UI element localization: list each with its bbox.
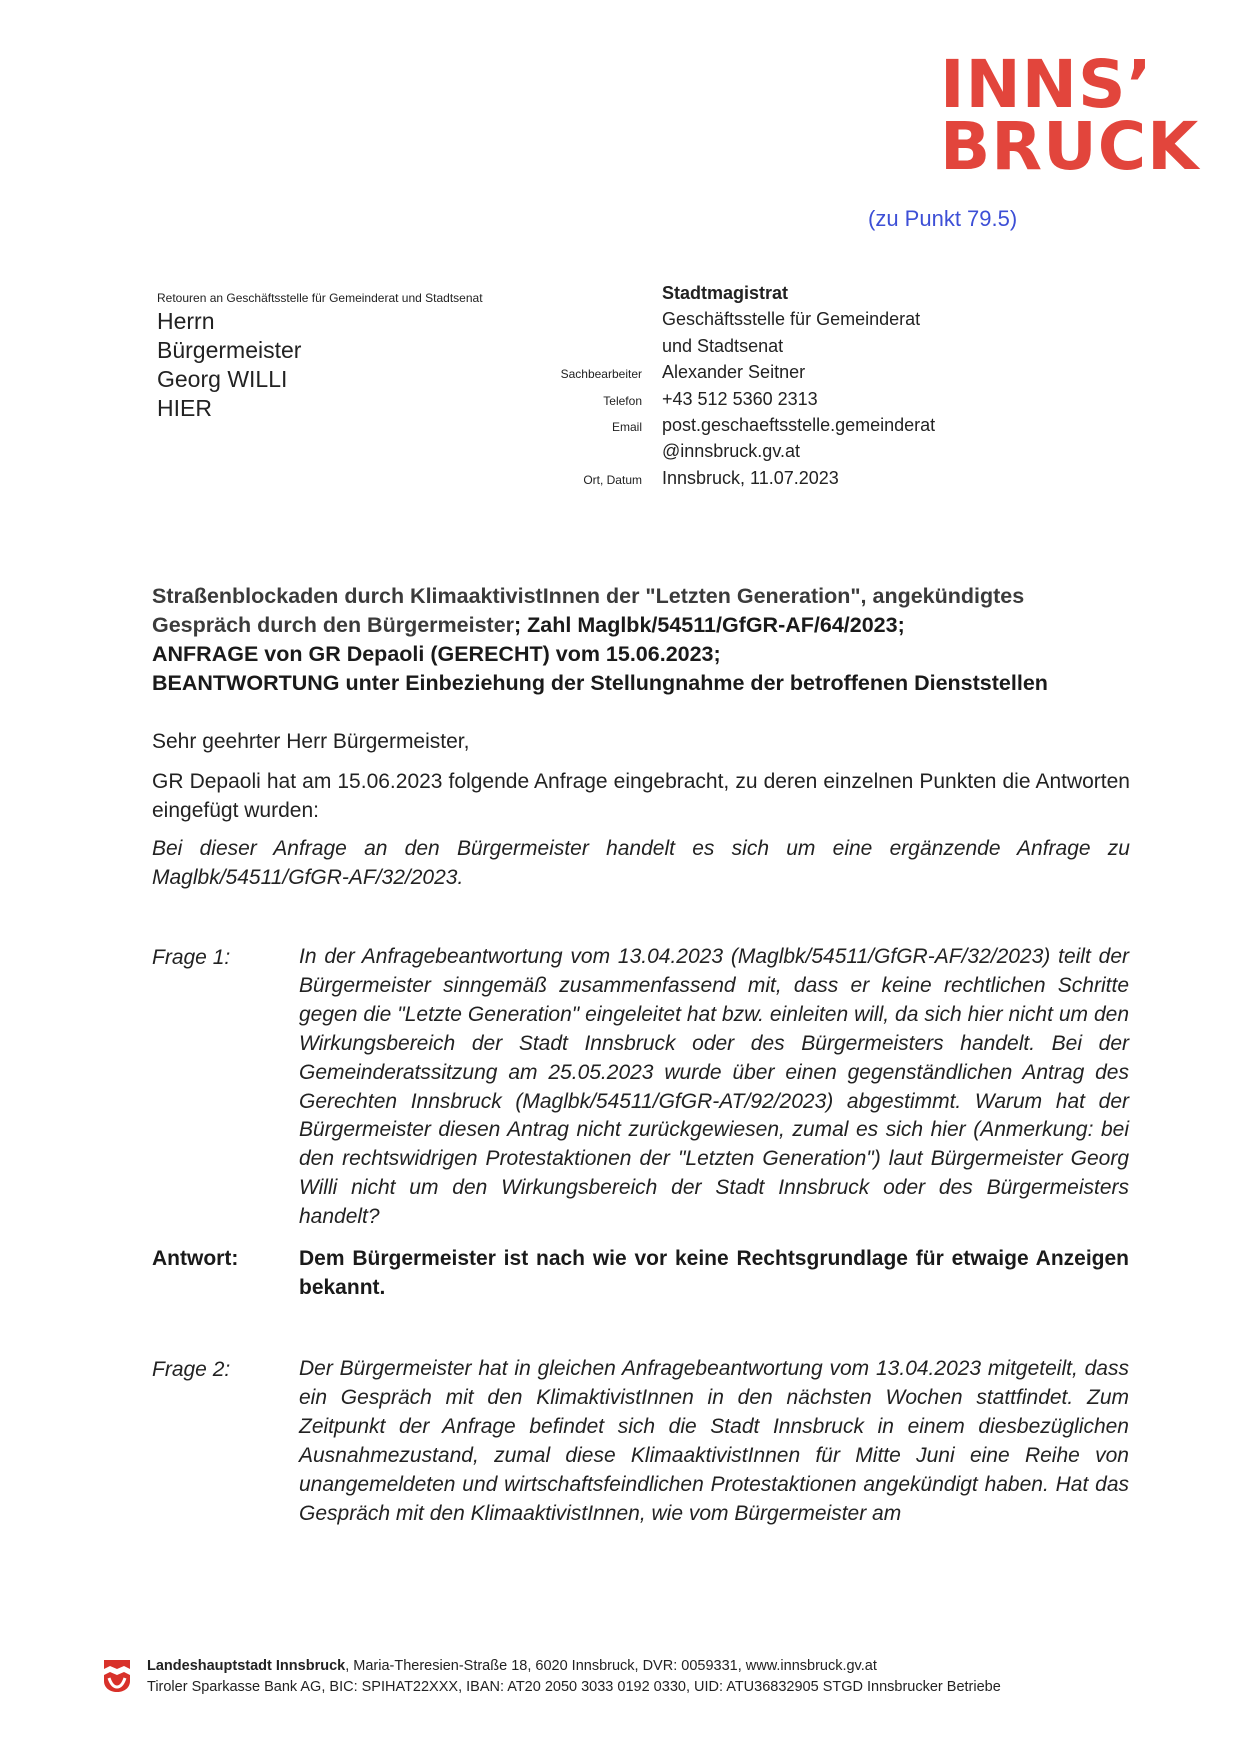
recipient-line: HIER xyxy=(157,395,212,421)
recipient-line: Bürgermeister xyxy=(157,337,302,363)
question-label: Frage 2: xyxy=(152,1358,231,1381)
sender-dept-2: und Stadtsenat xyxy=(662,335,784,356)
answer-text: Dem Bürgermeister ist nach wie vor keine Rechtsgrundlage für etwaige Anzeigen bekannt. xyxy=(299,1247,1129,1299)
logo-line-1: INNS’ xyxy=(940,46,1153,123)
sender-org: Stadtmagistrat xyxy=(662,283,789,303)
logo-line-2: BRUCK xyxy=(940,108,1200,185)
agenda-reference: (zu Punkt 79.5) xyxy=(868,206,1018,231)
phone-label: Telefon xyxy=(603,393,642,408)
sender-dept: Geschäftsstelle für Gemeinderat xyxy=(662,309,921,330)
email-address[interactable]: post.geschaeftsstelle.gemeinderat xyxy=(662,414,936,435)
clerk-name: Alexander Seitner xyxy=(662,362,806,383)
date-label: Ort, Datum xyxy=(583,472,642,487)
recipient-address xyxy=(157,307,301,423)
subject-line: Straßenblockaden durch KlimaaktivistInnen der "Letzten Generation", angekündigtes xyxy=(152,584,1025,608)
city-emblem-icon xyxy=(103,1659,131,1693)
place-date: Innsbruck, 11.07.2023 xyxy=(662,467,839,488)
recipient-line: Georg WILLI xyxy=(157,366,288,392)
subject-line: BEANTWORTUNG unter Einbeziehung der Stellungnahme der betroffenen Dienststellen xyxy=(152,671,1048,695)
answer-label: Antwort: xyxy=(152,1247,239,1270)
sender-block xyxy=(500,283,1020,494)
subject xyxy=(152,582,1132,698)
email-label: Email xyxy=(611,419,642,434)
footer-line-2: Tiroler Sparkasse Bank AG, BIC: SPIHAT22XXX, IBAN: AT20 2050 3033 0192 0330, UID: ATU36832905 STGD Innsbrucker Betriebe xyxy=(147,1679,1001,1695)
return-address: Retouren an Geschäftsstelle für Gemeinderat und Stadtsenat xyxy=(157,291,483,305)
recipient-line: Herrn xyxy=(157,308,215,334)
subject-line: Gespräch durch den Bürgermeister; Zahl Maglbk/54511/GfGR-AF/64/2023; xyxy=(152,613,905,637)
footer-line-1: Landeshauptstadt Innsbruck, Maria-Theresien-Straße 18, 6020 Innsbruck, DVR: 0059331, www.innsbruck.gv.at xyxy=(147,1658,877,1674)
subject-line: ANFRAGE von GR Depaoli (GERECHT) vom 15.06.2023; xyxy=(152,642,721,666)
question-text: Der Bürgermeister hat in gleichen Anfragebeantwortung vom 13.04.2023 mitgeteilt, dass ein Gespräch mit den KlimaktivistInnen in den nächsten Wochen stattfindet. Zum Zeitpunkt der Anfrage befindet sich die Stadt Innsbruck in einem diesbezüglichen Ausnahmezustand, zumal diese KlimaaktivistInnen für Mitte Juni eine Reihe von unangemeldeten und wirtschaftsfeindlichen Protestaktionen angekündigt haben. Hat das Gespräch mit den KlimaaktivistInnen, wie vom Bürgermeister am xyxy=(299,1357,1129,1525)
email-address-domain[interactable]: @innsbruck.gv.at xyxy=(662,441,800,462)
clerk-label: Sachbearbeiter xyxy=(560,367,642,382)
innsbruck-logo xyxy=(940,46,1200,185)
question-text: In der Anfragebeantwortung vom 13.04.2023 (Maglbk/54511/GfGR-AF/32/2023) teilt der Bürgermeister sinngemäß zusammenfassend mit, dass er keine rechtlichen Schritte gegen die "Letzte Generation" eingeleitet hat bzw. einleiten will, da sich hier nicht um den Wirkungsbereich der Stadt Innsbruck oder des Bürgermeisters handelt. Bei der Gemeinderatssitzung am 25.05.2023 wurde über einen gegenständlichen Antrag des Gerechten Innsbruck (Maglbk/54511/GfGR-AT/92/2023) abgestimmt. Warum hat der Bürgermeister diesen Antrag nicht zurückgewiesen, zumal es sich hier (Anmerkung: bei den rechtswidrigen Protestaktionen der "Letzten Generation") laut Bürgermeister Georg Willi nicht um den Wirkungsbereich der Stadt Innsbruck oder des Bürgermeisters handelt? xyxy=(299,945,1129,1229)
question-label: Frage 1: xyxy=(152,946,231,969)
phone-number: +43 512 5360 2313 xyxy=(662,388,818,409)
salutation: Sehr geehrter Herr Bürgermeister, xyxy=(152,730,470,753)
note-paragraph: Bei dieser Anfrage an den Bürgermeister handelt es sich um eine ergänzende Anfrage zu Maglbk/54511/GfGR-AF/32/2023. xyxy=(152,837,1130,889)
intro-paragraph: GR Depaoli hat am 15.06.2023 folgende Anfrage eingebracht, zu deren einzelnen Punkten die Antworten eingefügt wurden: xyxy=(152,770,1130,822)
footer xyxy=(147,1656,1001,1698)
